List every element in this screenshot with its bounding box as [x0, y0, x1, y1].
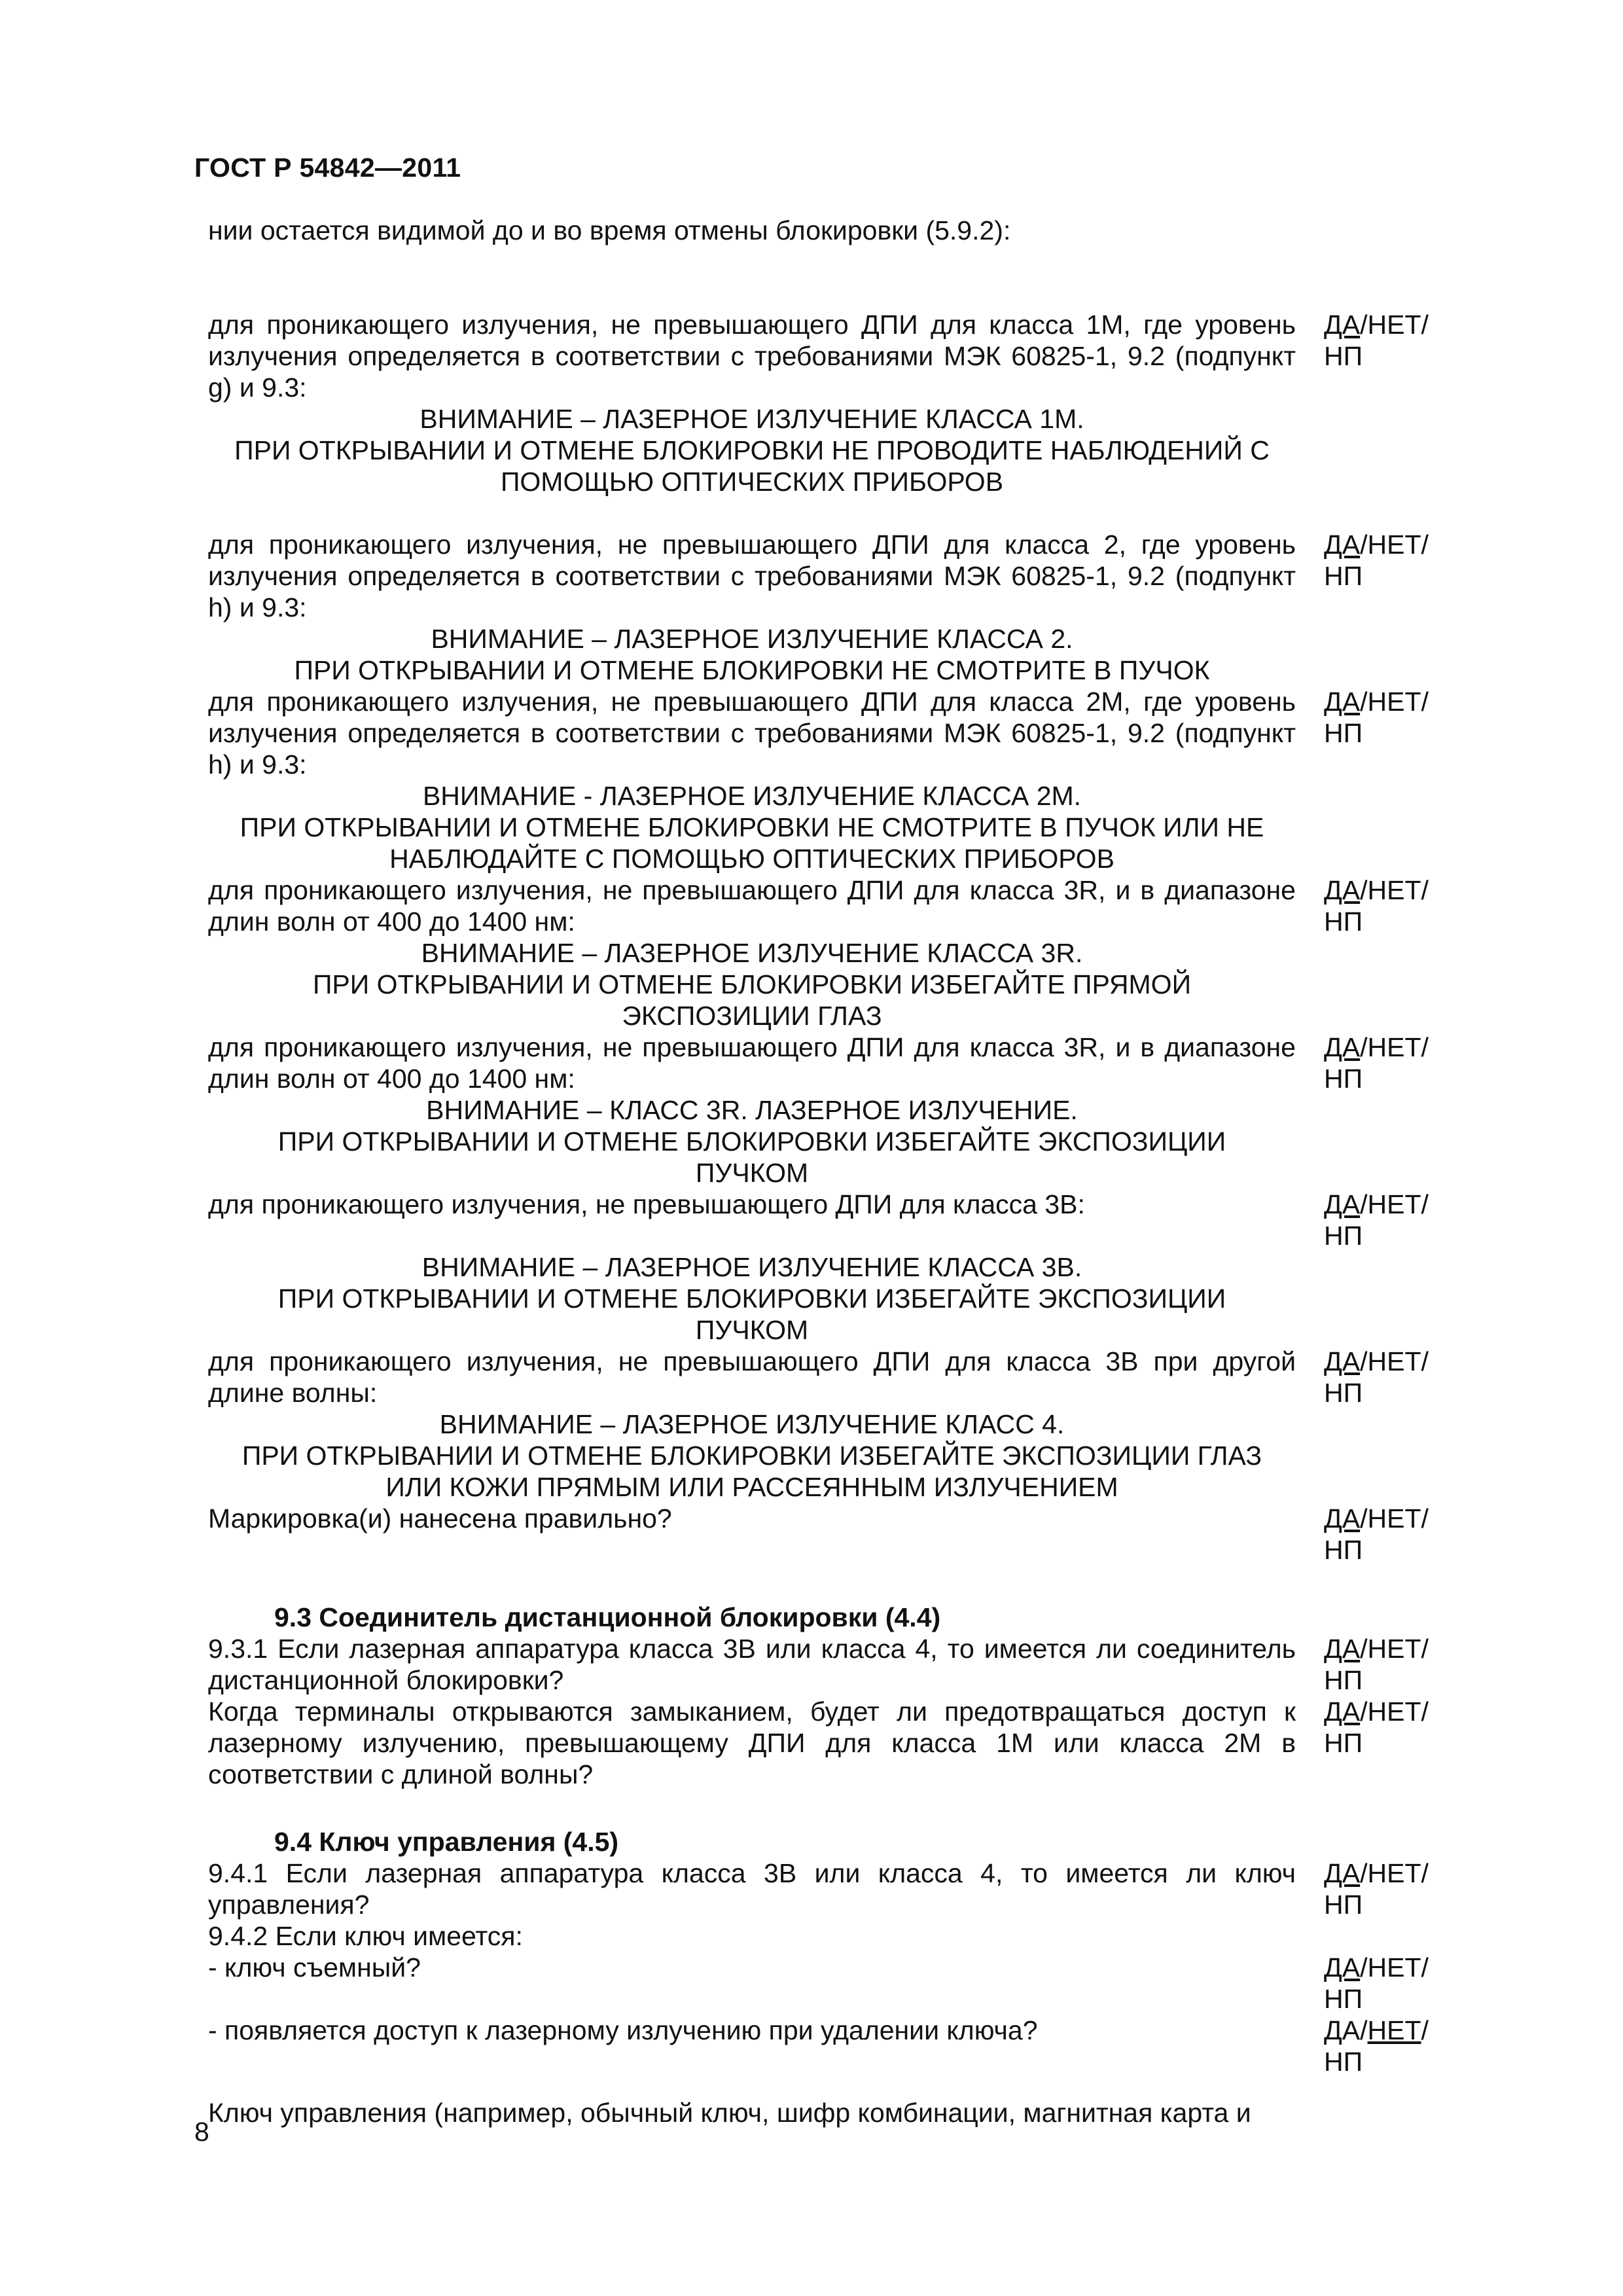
intro-line: нии остается видимой до и во время отмены блокировки (5.9.2):: [208, 215, 1011, 245]
item-text: - появляется доступ к лазерному излучению при удалении ключа?: [208, 2015, 1038, 2045]
warning-text: ВНИМАНИЕ - ЛАЗЕРНОЕ ИЗЛУЧЕНИЕ КЛАССА 2М. ПРИ ОТКРЫВАНИИ И ОТМЕНЕ БЛОКИРОВКИ НЕ СМОТРИТЕ В ПУЧОК ИЛИ НЕ НАБЛЮДАЙТЕ С ПОМОЩЬЮ ОПТИЧЕСКИХ ПРИБОРОВ: [240, 781, 1264, 874]
checklist-item: [208, 1346, 1455, 1408]
answer-options: ДА/НЕТ/ НП: [1324, 1634, 1429, 1695]
checklist-item: [208, 1633, 1455, 1696]
note-text: Ключ управления (например, обычный ключ, шифр комбинации, магнитная карта и: [208, 2098, 1251, 2128]
section-heading-9-4: 9.4 Ключ управления (4.5): [274, 1827, 619, 1857]
item-text: для проникающего излучения, не превышающего ДПИ для класса 3R, и в диапазоне длин волн от 400 до 1400 нм:: [208, 875, 1296, 937]
checklist-item: [208, 1696, 1455, 1790]
checklist-item: [208, 309, 1455, 403]
answer-options: ДА/НЕТ/ НП: [1324, 875, 1429, 937]
checklist-item: [208, 1189, 1455, 1251]
section-heading-9-3: 9.3 Соединитель дистанционной блокировки (4.4): [274, 1602, 941, 1632]
item-text: для проникающего излучения, не превышающего ДПИ для класса 3В при другой длине волны:: [208, 1346, 1296, 1408]
answer-options: ДА/НЕТ/ НП: [1324, 1032, 1429, 1094]
checklist-item: [208, 529, 1455, 623]
checklist-item: [208, 1952, 1455, 2015]
document-header: ГОСТ Р 54842—2011: [194, 152, 461, 183]
answer-options: ДА/НЕТ/ НП: [1324, 2015, 1429, 2077]
item-text: для проникающего излучения, не превышающего ДПИ для класса 1М, где уровень излучения определяется в соответствии с требованиями МЭК 60825-1, 9.2 (подпункт g) и 9.3:: [208, 310, 1296, 403]
marking-item: [208, 1503, 1455, 1566]
answer-options: ДА/НЕТ/ НП: [1324, 1696, 1429, 1758]
warning-text: ВНИМАНИЕ – ЛАЗЕРНОЕ ИЗЛУЧЕНИЕ КЛАССА 1М. ПРИ ОТКРЫВАНИИ И ОТМЕНЕ БЛОКИРОВКИ НЕ ПРОВОДИТЕ НАБЛЮДЕНИЙ С ПОМОЩЬЮ ОПТИЧЕСКИХ ПРИБОРОВ: [234, 404, 1270, 497]
answer-options: ДА/НЕТ/ НП: [1324, 1952, 1429, 2014]
answer-options: ДА/НЕТ/ НП: [1324, 1503, 1429, 1565]
page-number: 8: [194, 2117, 209, 2147]
item-text: 9.4.2 Если ключ имеется:: [208, 1921, 523, 1951]
answer-options: ДА/НЕТ/ НП: [1324, 310, 1429, 371]
warning-text: ВНИМАНИЕ – КЛАСС 3R. ЛАЗЕРНОЕ ИЗЛУЧЕНИЕ. ПРИ ОТКРЫВАНИИ И ОТМЕНЕ БЛОКИРОВКИ ИЗБЕГАЙТЕ ЭКСПОЗИЦИИ ПУЧКОМ: [277, 1095, 1226, 1188]
answer-options: ДА/НЕТ/ НП: [1324, 529, 1429, 591]
marking-question: Маркировка(и) нанесена правильно?: [208, 1503, 672, 1534]
warning-text: ВНИМАНИЕ – ЛАЗЕРНОЕ ИЗЛУЧЕНИЕ КЛАСС 4. ПРИ ОТКРЫВАНИИ И ОТМЕНЕ БЛОКИРОВКИ ИЗБЕГАЙТЕ ЭКСПОЗИЦИИ ГЛАЗ ИЛИ КОЖИ ПРЯМЫМ ИЛИ РАССЕЯННЫМ ИЗЛУЧЕНИЕМ: [241, 1409, 1262, 1502]
checklist-item: [208, 1857, 1455, 1920]
warning-text: ВНИМАНИЕ – ЛАЗЕРНОЕ ИЗЛУЧЕНИЕ КЛАССА 2. ПРИ ОТКРЫВАНИИ И ОТМЕНЕ БЛОКИРОВКИ НЕ СМОТРИТЕ В ПУЧОК: [294, 624, 1210, 685]
item-text: - ключ съемный?: [208, 1952, 421, 1982]
checklist-item: [208, 1031, 1455, 1094]
document-body: [208, 215, 1455, 2128]
item-text: для проникающего излучения, не превышающего ДПИ для класса 3R, и в диапазоне длин волн от 400 до 1400 нм:: [208, 1032, 1296, 1094]
item-text: 9.4.1 Если лазерная аппаратура класса 3В или класса 4, то имеется ли ключ управления?: [208, 1858, 1296, 1920]
checklist-item: [208, 874, 1455, 937]
item-text: для проникающего излучения, не превышающего ДПИ для класса 2М, где уровень излучения определяется в соответствии с требованиями МЭК 60825-1, 9.2 (подпункт h) и 9.3:: [208, 687, 1296, 780]
answer-options: ДА/НЕТ/ НП: [1324, 687, 1429, 748]
item-text: для проникающего излучения, не превышающего ДПИ для класса 3В:: [208, 1189, 1085, 1219]
warning-text: ВНИМАНИЕ – ЛАЗЕРНОЕ ИЗЛУЧЕНИЕ КЛАССА 3R. ПРИ ОТКРЫВАНИИ И ОТМЕНЕ БЛОКИРОВКИ ИЗБЕГАЙТЕ ПРЯМОЙ ЭКСПОЗИЦИИ ГЛАЗ: [312, 938, 1192, 1031]
answer-options: ДА/НЕТ/ НП: [1324, 1346, 1429, 1408]
answer-options: ДА/НЕТ/ НП: [1324, 1858, 1429, 1920]
answer-options: ДА/НЕТ/ НП: [1324, 1189, 1429, 1251]
item-text: Когда терминалы открываются замыканием, будет ли предотвращаться доступ к лазерному излучению, превышающему ДПИ для класса 1М или класса 2М в соответствии с длиной волны?: [208, 1696, 1296, 1789]
checklist-item: [208, 2015, 1455, 2077]
warning-text: ВНИМАНИЕ – ЛАЗЕРНОЕ ИЗЛУЧЕНИЕ КЛАССА 3В. ПРИ ОТКРЫВАНИИ И ОТМЕНЕ БЛОКИРОВКИ ИЗБЕГАЙТЕ ЭКСПОЗИЦИИ ПУЧКОМ: [277, 1252, 1226, 1345]
checklist-item: [208, 686, 1455, 780]
item-text: для проникающего излучения, не превышающего ДПИ для класса 2, где уровень излучения определяется в соответствии с требованиями МЭК 60825-1, 9.2 (подпункт h) и 9.3:: [208, 529, 1296, 622]
item-text: 9.3.1 Если лазерная аппаратура класса 3В или класса 4, то имеется ли соединитель дистанционной блокировки?: [208, 1634, 1296, 1695]
